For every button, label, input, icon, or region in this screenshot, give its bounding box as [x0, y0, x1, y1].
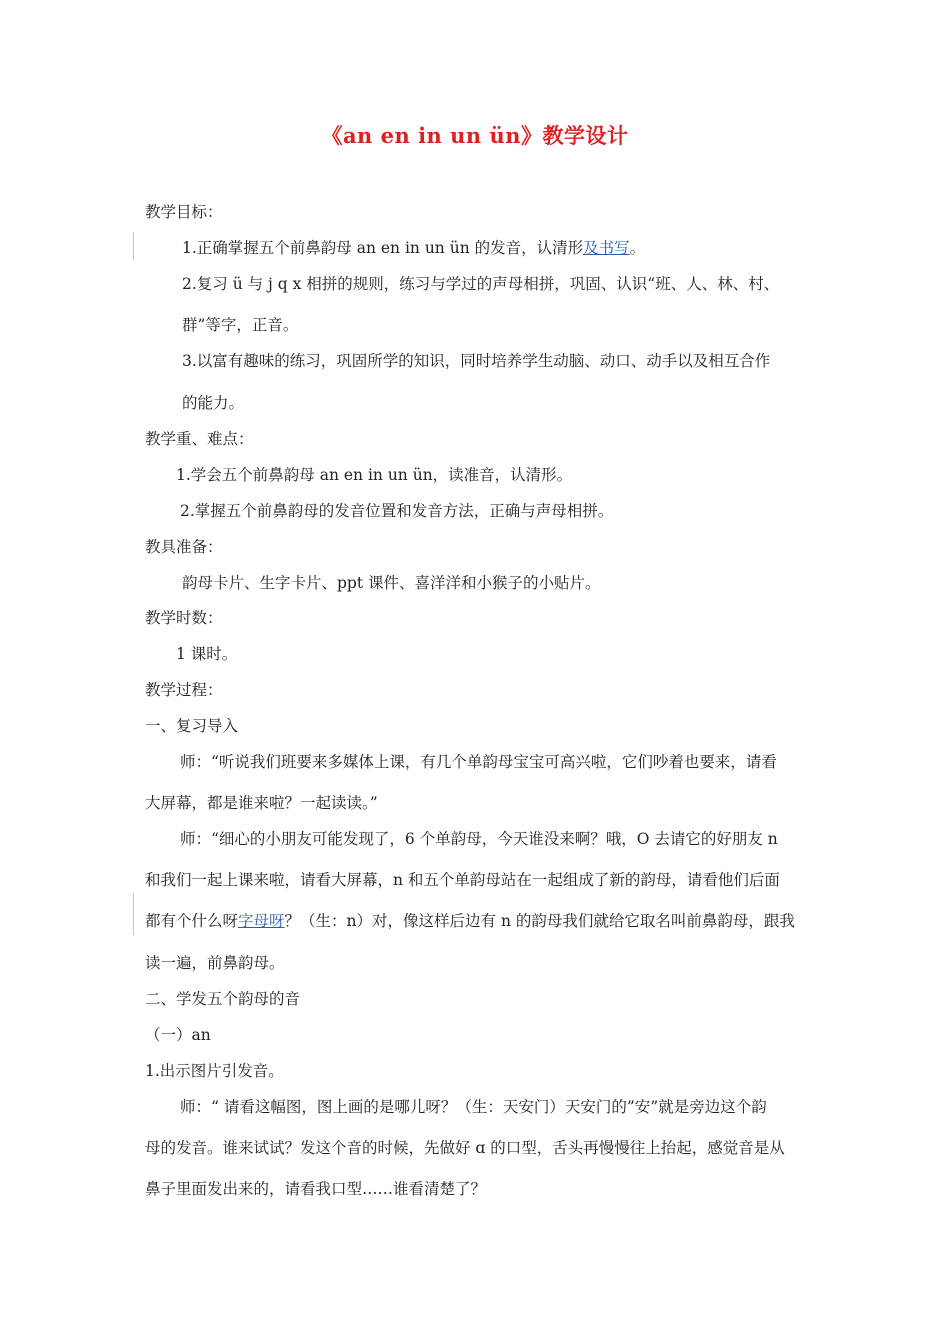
teacher-speech-2-line-4: 读一遍，前鼻韵母。 [145, 954, 285, 972]
subsection-an: （一）an [145, 1026, 211, 1044]
step-show-picture: 1.出示图片引发音。 [145, 1062, 284, 1080]
key-point-item-2: 2.掌握五个前鼻韵母的发音位置和发音方法，正确与声母相拼。 [180, 502, 614, 520]
revision-bar [133, 893, 134, 935]
teacher-speech-2-line-3 [145, 910, 795, 932]
teacher-speech-3-line-3: 鼻子里面发出来的，请看我口型……谁看清楚了？ [145, 1180, 487, 1198]
section-heading-review: 一、复习导入 [145, 717, 239, 735]
key-points-heading: 教学重、难点： [145, 430, 254, 448]
objective-item-3-line-2: 的能力。 [182, 394, 245, 412]
tools-heading: 教具准备： [145, 538, 223, 556]
teacher-speech-1-line-1: 师：“听说我们班要来多媒体上课，有几个单韵母宝宝可高兴啦，它们吵着也要来，请看 [180, 753, 777, 771]
periods-heading: 教学时数： [145, 609, 223, 627]
process-heading: 教学过程： [145, 681, 223, 699]
revision-bar [133, 232, 134, 260]
objectives-heading: 教学目标： [145, 203, 223, 221]
teacher-speech-3-line-1: 师：“ 请看这幅图，图上画的是哪儿呀？（生：天安门）天安门的”安”就是旁边这个韵 [180, 1098, 767, 1116]
objective-item-1 [182, 237, 645, 259]
teacher-speech-1-line-2: 大屏幕，都是谁来啦？一起读读。” [145, 794, 378, 812]
key-point-item-1: 1.学会五个前鼻韵母 an en in un ün，读准音，认清形。 [176, 466, 573, 484]
objective-item-3-line-1: 3.以富有趣味的练习，巩固所学的知识，同时培养学生动脑、动口、动手以及相互合作 [182, 352, 771, 370]
teacher-speech-2-line-1: 师：“细心的小朋友可能发现了，6 个单韵母，今天谁没来啊？哦，O 去请它的好朋友 n [180, 830, 778, 848]
teacher-speech-2-line-2: 和我们一起上课来啦，请看大屏幕，n 和五个单韵母站在一起组成了新的韵母，请看他们后面 [145, 871, 780, 889]
zimu-link[interactable]: 字母呀 [238, 912, 285, 930]
section-heading-vowels: 二、学发五个韵母的音 [145, 990, 301, 1008]
shuxie-link[interactable]: 及书写 [583, 239, 630, 257]
teacher-speech-3-line-2: 母的发音。谁来试试？发这个音的时候，先做好 ɑ 的口型，舌头再慢慢往上抬起，感觉音是从 [145, 1139, 785, 1157]
teacher-speech-2-line-3-text: 都有个什么呀 [145, 912, 239, 930]
tools-text: 韵母卡片、生字卡片、ppt 课件、喜洋洋和小猴子的小贴片。 [182, 574, 601, 592]
teacher-speech-2-line-3-rest: ？（生：n）对，像这样后边有 n 的韵母我们就给它取名叫前鼻韵母，跟我 [284, 912, 795, 930]
objective-item-1-end: 。 [629, 239, 646, 257]
objective-item-1-text: 1.正确掌握五个前鼻韵母 an en in un ün 的发音，认清形 [182, 239, 584, 257]
document-title: 《an en in un ün》教学设计 [321, 123, 629, 148]
objective-item-2-line-2: 群”等字，正音。 [182, 316, 299, 334]
periods-text: 1 课时。 [176, 645, 238, 663]
objective-item-2-line-1: 2.复习 ü 与 j q x 相拼的规则，练习与学过的声母相拼，巩固、认识“班、人、林、村、 [182, 275, 780, 293]
